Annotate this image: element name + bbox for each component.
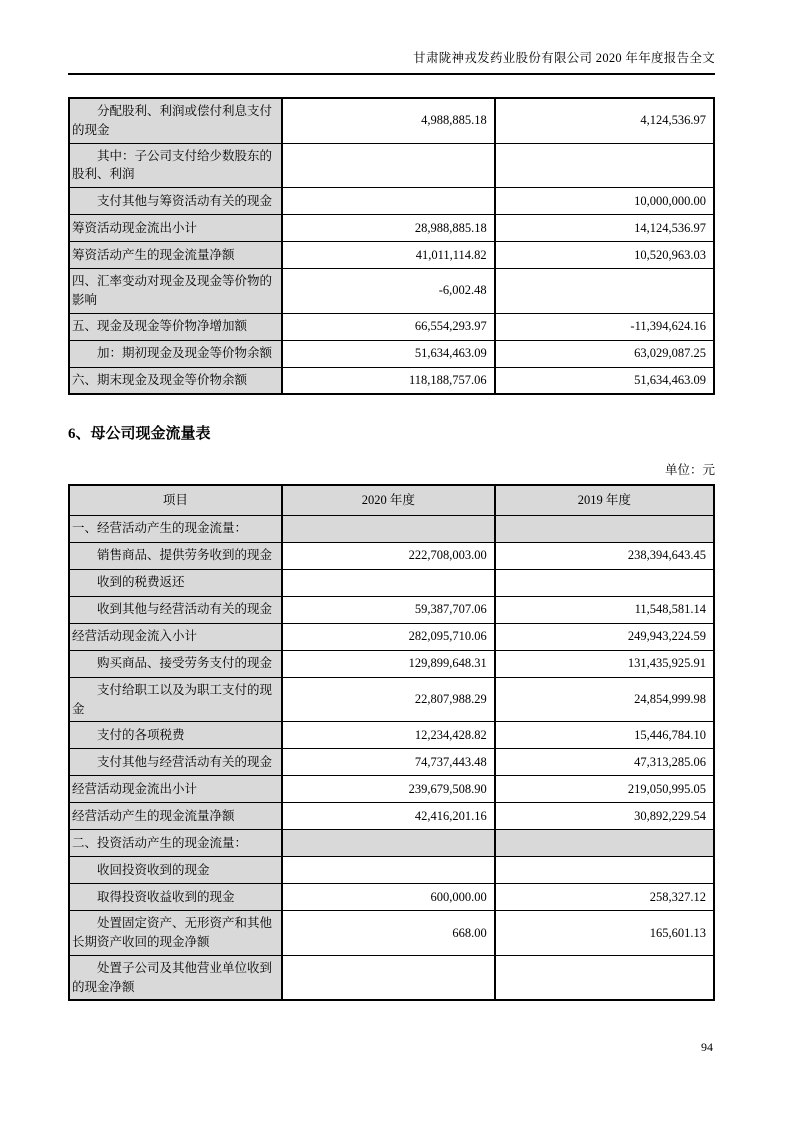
value-2020: 282,095,710.06 (282, 623, 495, 650)
table-row (69, 911, 714, 956)
row-label: 经营活动产生的现金流量净额 (69, 803, 282, 830)
value-2020: 42,416,201.16 (282, 803, 495, 830)
table-row (69, 367, 714, 394)
parent-company-cash-flow-heading: 6、母公司现金流量表 (68, 426, 211, 442)
table-header-row (69, 485, 714, 515)
value-2020: 51,634,463.09 (282, 340, 495, 367)
row-label: 一、经营活动产生的现金流量： (69, 515, 282, 542)
table-row (69, 830, 714, 857)
row-label: 处置子公司及其他营业单位收到的现金净额 (69, 955, 282, 1000)
table-row (69, 569, 714, 596)
table-row (69, 215, 714, 242)
row-label: 筹资活动现金流出小计 (69, 215, 282, 242)
value-2019: -11,394,624.16 (495, 313, 714, 340)
value-2020 (282, 143, 495, 188)
value-2020: 4,988,885.18 (282, 98, 495, 143)
value-2020: 59,387,707.06 (282, 596, 495, 623)
value-2019: 63,029,087.25 (495, 340, 714, 367)
value-2020: 129,899,648.31 (282, 650, 495, 677)
row-label: 加：期初现金及现金等价物余额 (69, 340, 282, 367)
value-2019: 238,394,643.45 (495, 542, 714, 569)
value-2020: 41,011,114.82 (282, 242, 495, 269)
parent-company-cash-flow-table (68, 484, 715, 1001)
value-2020: 12,234,428.82 (282, 722, 495, 749)
row-label: 五、现金及现金等价物净增加额 (69, 313, 282, 340)
value-2020 (282, 955, 495, 1000)
value-2020: 668.00 (282, 911, 495, 956)
table-row (69, 776, 714, 803)
row-label: 取得投资收益收到的现金 (69, 884, 282, 911)
row-label: 支付其他与经营活动有关的现金 (69, 749, 282, 776)
page-number: 94 (701, 1040, 713, 1054)
table-row (69, 313, 714, 340)
value-2020 (282, 569, 495, 596)
table-row (69, 269, 714, 314)
table-row (69, 340, 714, 367)
row-label: 六、期末现金及现金等价物余额 (69, 367, 282, 394)
table-row (69, 803, 714, 830)
row-label: 支付其他与筹资活动有关的现金 (69, 188, 282, 215)
value-2019: 24,854,999.98 (495, 677, 714, 722)
value-2020: 222,708,003.00 (282, 542, 495, 569)
table-row (69, 143, 714, 188)
table-row (69, 242, 714, 269)
row-label: 支付给职工以及为职工支付的现金 (69, 677, 282, 722)
value-2020 (282, 830, 495, 857)
row-label: 经营活动现金流入小计 (69, 623, 282, 650)
row-label: 支付的各项税费 (69, 722, 282, 749)
value-2020: 239,679,508.90 (282, 776, 495, 803)
table-row (69, 884, 714, 911)
consolidated-cash-flow-table-continued (68, 97, 715, 395)
value-2019: 51,634,463.09 (495, 367, 714, 394)
table-row (69, 515, 714, 542)
row-label: 经营活动现金流出小计 (69, 776, 282, 803)
value-2019 (495, 830, 714, 857)
value-2020: 66,554,293.97 (282, 313, 495, 340)
value-2019: 10,520,963.03 (495, 242, 714, 269)
value-2019: 14,124,536.97 (495, 215, 714, 242)
table-row (69, 749, 714, 776)
value-2020: 28,988,885.18 (282, 215, 495, 242)
table-row (69, 623, 714, 650)
table-row (69, 677, 714, 722)
value-2019 (495, 269, 714, 314)
table-row (69, 722, 714, 749)
value-2019 (495, 955, 714, 1000)
table-row (69, 650, 714, 677)
value-2020 (282, 857, 495, 884)
table-row (69, 188, 714, 215)
report-header-title: 甘肃陇神戎发药业股份有限公司 2020 年年度报告全文 (68, 48, 715, 75)
value-2020 (282, 188, 495, 215)
table-row (69, 542, 714, 569)
value-2019: 258,327.12 (495, 884, 714, 911)
value-2019: 15,446,784.10 (495, 722, 714, 749)
value-2019: 249,943,224.59 (495, 623, 714, 650)
table-row (69, 955, 714, 1000)
row-label: 收到其他与经营活动有关的现金 (69, 596, 282, 623)
row-label: 购买商品、接受劳务支付的现金 (69, 650, 282, 677)
value-2019 (495, 515, 714, 542)
row-label: 处置固定资产、无形资产和其他长期资产收回的现金净额 (69, 911, 282, 956)
value-2019: 10,000,000.00 (495, 188, 714, 215)
column-header-2019: 2019 年度 (495, 485, 714, 515)
value-2020: 600,000.00 (282, 884, 495, 911)
value-2019: 30,892,229.54 (495, 803, 714, 830)
value-2020 (282, 515, 495, 542)
value-2019: 11,548,581.14 (495, 596, 714, 623)
table-row (69, 98, 714, 143)
value-2020: 118,188,757.06 (282, 367, 495, 394)
value-2019: 131,435,925.91 (495, 650, 714, 677)
value-2020: 22,807,988.29 (282, 677, 495, 722)
row-label: 收回投资收到的现金 (69, 857, 282, 884)
row-label: 分配股利、利润或偿付利息支付的现金 (69, 98, 282, 143)
column-header-2020: 2020 年度 (282, 485, 495, 515)
value-2019: 4,124,536.97 (495, 98, 714, 143)
value-2019: 165,601.13 (495, 911, 714, 956)
value-2020: -6,002.48 (282, 269, 495, 314)
row-label: 收到的税费返还 (69, 569, 282, 596)
row-label: 四、汇率变动对现金及现金等价物的影响 (69, 269, 282, 314)
table-row (69, 596, 714, 623)
value-2019 (495, 143, 714, 188)
value-2019 (495, 857, 714, 884)
unit-label: 单位：元 (664, 463, 715, 477)
value-2020: 74,737,443.48 (282, 749, 495, 776)
row-label: 筹资活动产生的现金流量净额 (69, 242, 282, 269)
value-2019 (495, 569, 714, 596)
value-2019: 219,050,995.05 (495, 776, 714, 803)
table-row (69, 857, 714, 884)
row-label: 销售商品、提供劳务收到的现金 (69, 542, 282, 569)
row-label: 二、投资活动产生的现金流量： (69, 830, 282, 857)
value-2019: 47,313,285.06 (495, 749, 714, 776)
row-label: 其中：子公司支付给少数股东的股利、利润 (69, 143, 282, 188)
column-header-item: 项目 (69, 485, 282, 515)
